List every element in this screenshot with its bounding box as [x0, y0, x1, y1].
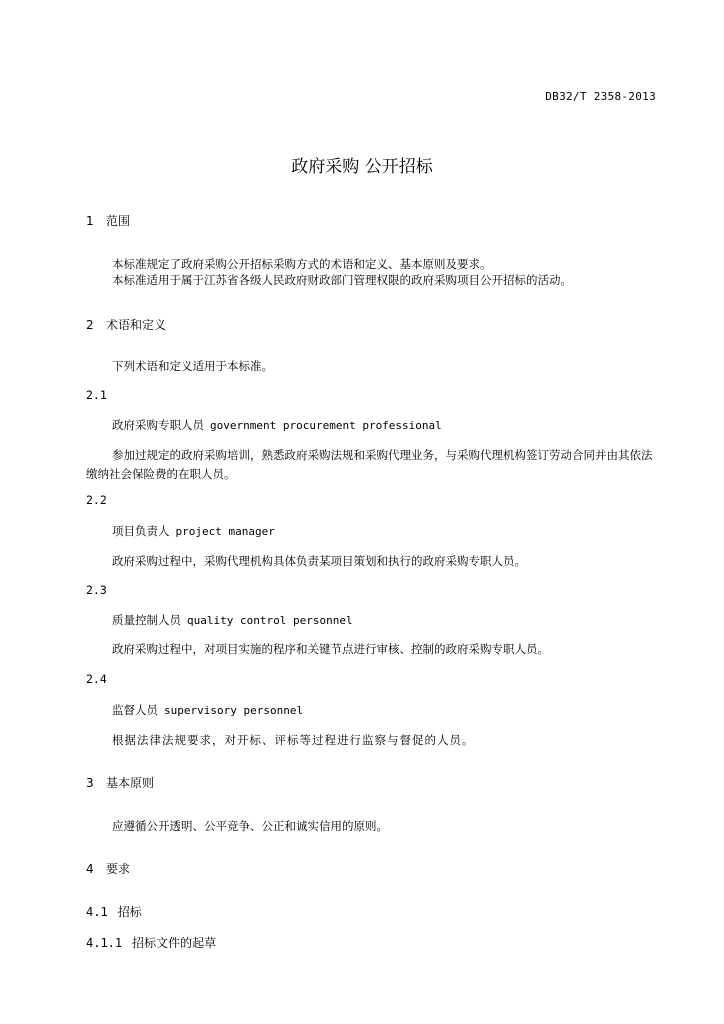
subsection-4-1-1-heading	[86, 934, 216, 951]
term-definition: 参加过规定的政府采购培训，熟悉政府采购法规和采购代理业务，与采购代理机构签订劳动合同并由其依法缴纳社会保险费的在职人员。	[86, 448, 653, 481]
term-name	[112, 612, 353, 628]
term-en: quality control personnel	[187, 614, 353, 627]
section-number: 1	[86, 214, 94, 228]
subsection-number: 4.1.1	[86, 936, 123, 950]
term-number: 2.1	[86, 388, 107, 402]
section-number: 4	[86, 862, 94, 876]
section-4-heading	[86, 860, 130, 877]
term-name	[112, 523, 275, 539]
section-title: 基本原则	[106, 776, 155, 790]
term-number: 2.4	[86, 672, 107, 686]
subsection-title: 招标文件的起草	[132, 936, 217, 950]
term-en: project manager	[175, 525, 275, 538]
scope-line-1: 本标准规定了政府采购公开招标采购方式的术语和定义、基本原则及要求。	[112, 257, 492, 271]
terms-intro: 下列术语和定义适用于本标准。	[112, 359, 273, 373]
term-definition: 政府采购过程中，对项目实施的程序和关键节点进行审核、控制的政府采购专职人员。	[112, 642, 549, 656]
section-1-heading	[86, 212, 130, 229]
term-zh: 政府采购专职人员	[112, 418, 204, 432]
term-number: 2.3	[86, 583, 107, 597]
section-title: 术语和定义	[106, 318, 167, 332]
term-name	[112, 417, 442, 433]
term-number: 2.2	[86, 493, 107, 507]
section-2-heading	[86, 316, 166, 333]
section-number: 2	[86, 318, 94, 332]
standard-code: DB32/T 2358-2013	[545, 90, 656, 103]
document-title: 政府采购 公开招标	[291, 157, 433, 177]
term-zh: 项目负责人	[112, 524, 170, 538]
scope-line-2: 本标准适用于属于江苏省各级人民政府财政部门管理权限的政府采购项目公开招标的活动。	[112, 273, 572, 287]
term-zh: 质量控制人员	[112, 613, 181, 627]
term-definition: 根据法律法规要求，对开标、评标等过程进行监察与督促的人员。	[112, 733, 475, 747]
section-title: 范围	[106, 214, 131, 228]
section-3-heading	[86, 774, 154, 791]
principle-text: 应遵循公开透明、公平竞争、公正和诚实信用的原则。	[112, 819, 388, 833]
term-en: supervisory personnel	[164, 704, 304, 717]
term-definition: 政府采购过程中，采购代理机构具体负责某项目策划和执行的政府采购专职人员。	[112, 554, 526, 568]
term-zh: 监督人员	[112, 703, 158, 717]
section-title: 要求	[106, 862, 131, 876]
subsection-number: 4.1	[86, 905, 108, 919]
section-number: 3	[86, 776, 94, 790]
term-en: government procurement professional	[210, 419, 442, 432]
term-name	[112, 702, 303, 718]
subsection-title: 招标	[117, 905, 142, 919]
subsection-4-1-heading	[86, 903, 142, 920]
